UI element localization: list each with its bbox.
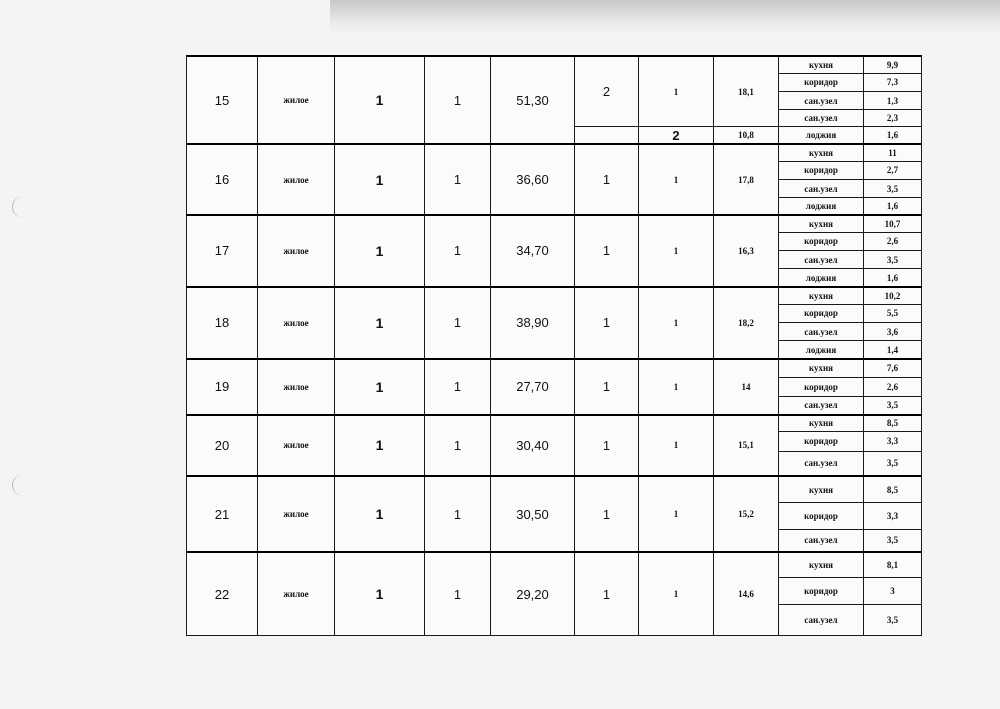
living-room-area: 15,1 xyxy=(714,415,779,477)
unit-count: 1 xyxy=(425,552,491,635)
room-area: 7,6 xyxy=(864,359,922,377)
room-area: 9,9 xyxy=(864,56,922,73)
unit-type: жилое xyxy=(258,144,335,215)
unit-count: 1 xyxy=(425,215,491,287)
unit-count-bold: 1 xyxy=(335,359,425,415)
room-name: сан.узел xyxy=(779,250,864,268)
unit-rooms-count: 2 xyxy=(575,56,639,127)
room-area: 2,6 xyxy=(864,232,922,250)
living-room-area: 15,2 xyxy=(714,476,779,552)
unit-number: 19 xyxy=(187,359,258,415)
room-area: 3,5 xyxy=(864,250,922,268)
unit-number: 20 xyxy=(187,415,258,477)
unit-rooms-count: 1 xyxy=(575,415,639,477)
table-row xyxy=(187,476,922,502)
room-name: сан.узел xyxy=(779,110,864,127)
unit-count-bold: 1 xyxy=(335,476,425,552)
unit-number: 15 xyxy=(187,56,258,144)
room-area: 3,5 xyxy=(864,396,922,414)
unit-total-area: 38,90 xyxy=(491,287,575,359)
living-room-index: 1 xyxy=(639,215,714,287)
room-area: 10,2 xyxy=(864,287,922,304)
living-room-index: 1 xyxy=(639,476,714,552)
table-row xyxy=(187,144,922,161)
living-room-area: 14,6 xyxy=(714,552,779,635)
room-area: 2,3 xyxy=(864,110,922,127)
room-area: 2,6 xyxy=(864,377,922,396)
room-area: 1,3 xyxy=(864,91,922,109)
living-room-index: 1 xyxy=(639,287,714,359)
unit-total-area: 27,70 xyxy=(491,359,575,415)
room-name: коридор xyxy=(779,304,864,322)
unit-rooms-count: 1 xyxy=(575,359,639,415)
punch-hole-mark xyxy=(12,474,35,496)
room-name: лоджия xyxy=(779,269,864,287)
unit-count-bold: 1 xyxy=(335,552,425,635)
unit-count: 1 xyxy=(425,415,491,477)
room-name: коридор xyxy=(779,503,864,529)
unit-total-area: 34,70 xyxy=(491,215,575,287)
living-room-index: 1 xyxy=(639,144,714,215)
room-area: 11 xyxy=(864,144,922,161)
room-name: коридор xyxy=(779,232,864,250)
room-name: сан.узел xyxy=(779,605,864,636)
room-area: 3 xyxy=(864,578,922,605)
room-name: кухня xyxy=(779,56,864,73)
unit-type: жилое xyxy=(258,215,335,287)
room-area: 8,1 xyxy=(864,552,922,577)
unit-count: 1 xyxy=(425,56,491,144)
unit-total-area: 30,40 xyxy=(491,415,575,477)
room-name: сан.узел xyxy=(779,180,864,198)
room-area: 1,4 xyxy=(864,341,922,359)
unit-type: жилое xyxy=(258,287,335,359)
room-area: 3,6 xyxy=(864,322,922,340)
unit-count-bold: 1 xyxy=(335,144,425,215)
table-row xyxy=(187,552,922,577)
unit-number: 17 xyxy=(187,215,258,287)
unit-count-bold: 1 xyxy=(335,215,425,287)
room-name: лоджия xyxy=(779,198,864,215)
unit-total-area: 30,50 xyxy=(491,476,575,552)
blank-cell xyxy=(575,127,639,144)
unit-type: жилое xyxy=(258,476,335,552)
room-name: лоджия xyxy=(779,127,864,144)
living-room-area: 10,8 xyxy=(714,127,779,144)
unit-count: 1 xyxy=(425,476,491,552)
scan-shadow xyxy=(330,0,1000,36)
room-name: кухня xyxy=(779,552,864,577)
table-row xyxy=(187,415,922,432)
room-name: кухня xyxy=(779,287,864,304)
room-area: 1,6 xyxy=(864,198,922,215)
unit-total-area: 36,60 xyxy=(491,144,575,215)
unit-number: 18 xyxy=(187,287,258,359)
room-area: 3,5 xyxy=(864,451,922,476)
unit-total-area: 51,30 xyxy=(491,56,575,144)
table-row xyxy=(187,359,922,377)
living-room-index: 1 xyxy=(639,552,714,635)
living-room-index: 1 xyxy=(639,359,714,415)
room-name: коридор xyxy=(779,73,864,91)
unit-count-bold: 1 xyxy=(335,287,425,359)
room-area: 3,3 xyxy=(864,503,922,529)
punch-hole-mark xyxy=(12,196,35,218)
unit-rooms-count: 1 xyxy=(575,476,639,552)
room-name: сан.узел xyxy=(779,396,864,414)
unit-rooms-count: 1 xyxy=(575,144,639,215)
room-name: коридор xyxy=(779,161,864,179)
unit-rooms-count: 1 xyxy=(575,215,639,287)
living-room-index: 1 xyxy=(639,415,714,477)
room-name: лоджия xyxy=(779,341,864,359)
room-name: сан.узел xyxy=(779,529,864,552)
room-name: коридор xyxy=(779,432,864,451)
living-room-area: 18,1 xyxy=(714,56,779,127)
room-area: 2,7 xyxy=(864,161,922,179)
room-area: 10,7 xyxy=(864,215,922,232)
room-name: кухня xyxy=(779,359,864,377)
unit-type: жилое xyxy=(258,359,335,415)
apartments-table xyxy=(186,55,922,636)
unit-count-bold: 1 xyxy=(335,415,425,477)
unit-type: жилое xyxy=(258,552,335,635)
unit-total-area: 29,20 xyxy=(491,552,575,635)
living-room-area: 17,8 xyxy=(714,144,779,215)
living-room-area: 18,2 xyxy=(714,287,779,359)
room-area: 1,6 xyxy=(864,269,922,287)
unit-rooms-count: 1 xyxy=(575,552,639,635)
table-row xyxy=(187,287,922,304)
room-area: 8,5 xyxy=(864,415,922,432)
unit-type: жилое xyxy=(258,415,335,477)
room-area: 3,5 xyxy=(864,180,922,198)
room-name: кухня xyxy=(779,215,864,232)
unit-count: 1 xyxy=(425,359,491,415)
room-name: коридор xyxy=(779,578,864,605)
table-row xyxy=(187,56,922,73)
unit-count: 1 xyxy=(425,287,491,359)
room-name: сан.узел xyxy=(779,322,864,340)
unit-type: жилое xyxy=(258,56,335,144)
room-name: кухня xyxy=(779,415,864,432)
room-name: кухня xyxy=(779,476,864,502)
unit-number: 22 xyxy=(187,552,258,635)
room-name: кухня xyxy=(779,144,864,161)
room-name: сан.узел xyxy=(779,91,864,109)
room-area: 3,5 xyxy=(864,529,922,552)
living-room-index: 1 xyxy=(639,56,714,127)
unit-rooms-count: 1 xyxy=(575,287,639,359)
room-area: 3,3 xyxy=(864,432,922,451)
unit-count-bold: 1 xyxy=(335,56,425,144)
room-area: 5,5 xyxy=(864,304,922,322)
living-room-area: 14 xyxy=(714,359,779,415)
room-area: 1,6 xyxy=(864,127,922,144)
room-area: 7,3 xyxy=(864,73,922,91)
living-room-index: 2 xyxy=(639,127,714,144)
room-area: 3,5 xyxy=(864,605,922,636)
unit-count: 1 xyxy=(425,144,491,215)
unit-number: 21 xyxy=(187,476,258,552)
unit-number: 16 xyxy=(187,144,258,215)
room-name: коридор xyxy=(779,377,864,396)
room-name: сан.узел xyxy=(779,451,864,476)
living-room-area: 16,3 xyxy=(714,215,779,287)
table-row xyxy=(187,215,922,232)
room-area: 8,5 xyxy=(864,476,922,502)
